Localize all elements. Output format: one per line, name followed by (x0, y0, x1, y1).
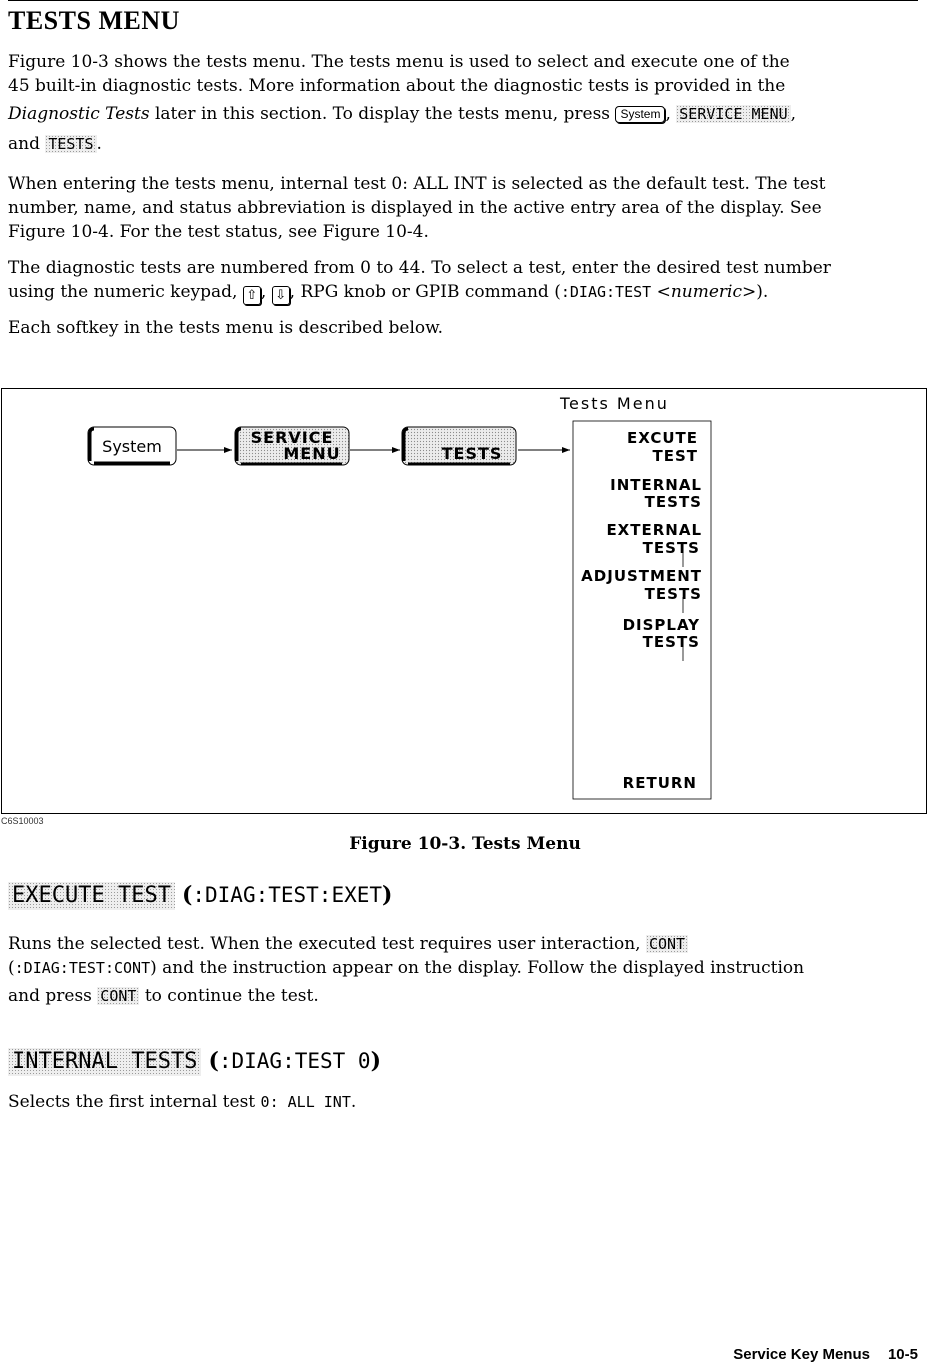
diagnostic-tests-reference: Diagnostic Tests (8, 104, 150, 124)
tests-softkey[interactable]: TESTS (45, 135, 96, 153)
internal-tests-softkey[interactable]: INTERNAL TESTS (8, 1048, 201, 1076)
execute-test-heading: EXECUTE TEST (:DIAG:TEST:EXET) (8, 880, 392, 911)
flow-service-label-line1: SERVICE (250, 428, 334, 447)
internal-test-name: 0: ALL INT (260, 1093, 351, 1111)
arrowhead-icon (562, 447, 570, 453)
menu-item-internal-line1[interactable]: INTERNAL (610, 476, 702, 494)
internal-tests-heading: INTERNAL TESTS (:DIAG:TEST 0) (8, 1046, 381, 1077)
gpib-command: :DIAG:TEST (560, 283, 652, 301)
intro-line: Figure 10-3 shows the tests menu. The tests menu is used to select and execute one of the (8, 52, 790, 72)
tests-menu-diagram (2, 389, 926, 813)
menu-item-internal-line2[interactable]: TESTS (644, 493, 702, 511)
flow-tests-key (402, 427, 516, 465)
intro-paragraph-3: The diagnostic tests are numbered from 0 to 44. To select a test, enter the desired test number using the numeric keypad, ⇧ , ⇩ , RPG knob or GPIB command (:DIAG:TEST <numeric>). (8, 258, 831, 303)
execute-test-description: Runs the selected test. When the executed test requires user interaction, CONT (:DIAG:TEST:CONT) and the instruction appear on the display. Follow the displayed instruction and press CONT to continue the test. (8, 934, 805, 1006)
footer-section: Service Key Menus (733, 1346, 870, 1363)
flow-system-label: System (102, 437, 162, 456)
menu-item-execute-line2[interactable]: TEST (652, 447, 698, 465)
intro-line: and TESTS . (8, 134, 102, 154)
internal-tests-description: Selects the first internal test 0: ALL INT. (8, 1092, 357, 1112)
execute-test-command: :DIAG:TEST:EXET (192, 883, 383, 907)
flow-system-key (88, 427, 176, 465)
menu-item-adjustment-line1[interactable]: ADJUSTMENT (581, 567, 702, 585)
page-footer (733, 1346, 918, 1363)
intro-line: 45 built-in diagnostic tests. More information about the diagnostic tests is provided in the (8, 76, 786, 96)
execute-test-softkey[interactable]: EXECUTE TEST (8, 882, 175, 910)
service-menu-softkey[interactable]: SERVICE MENU (676, 105, 790, 123)
top-rule (8, 0, 918, 1)
menu-item-return[interactable]: RETURN (622, 774, 697, 792)
flow-tests-label: TESTS (441, 444, 503, 463)
internal-tests-command: :DIAG:TEST 0 (218, 1049, 371, 1073)
system-key[interactable]: System (615, 106, 665, 123)
up-arrow-key-icon[interactable]: ⇧ (243, 286, 261, 305)
menu-item-external-line1[interactable]: EXTERNAL (606, 521, 702, 539)
flow-service-menu-key (235, 427, 349, 465)
numeric-argument: <numeric> (656, 282, 757, 302)
intro-line: Diagnostic Tests later in this section. To display the tests menu, press System , SERVICE MENU , (8, 104, 797, 124)
menu-item-adjustment-line2[interactable]: TESTS (644, 585, 702, 603)
down-arrow-key-icon[interactable]: ⇩ (272, 286, 290, 305)
footer-page-number: 10-5 (887, 1346, 918, 1363)
tests-menu-figure (1, 388, 927, 814)
intro-paragraph-2: When entering the tests menu, internal test 0: ALL INT is selected as the default test. The test number, name, and status abbreviation is displayed in the active entry area of the display. See Figure 10-4. For the test status, see Figure 10-4. (8, 174, 826, 242)
menu-item-execute-line1[interactable]: EXCUTE (627, 429, 698, 447)
figure-caption: Figure 10-3. Tests Menu (349, 834, 581, 854)
cont-softkey[interactable]: CONT (97, 987, 139, 1005)
menu-title: Tests Menu (560, 394, 669, 413)
menu-item-external-line2[interactable]: TESTS (642, 539, 700, 557)
cont-command: :DIAG:TEST:CONT (14, 959, 151, 977)
intro-paragraph-1 (8, 50, 918, 156)
menu-item-display-line1[interactable]: DISPLAY (622, 616, 700, 634)
cont-softkey[interactable]: CONT (646, 935, 688, 953)
arrowhead-icon (224, 447, 232, 453)
arrowhead-icon (392, 447, 400, 453)
page-title: TESTS MENU (8, 6, 180, 35)
flow-service-label-line2: MENU (283, 444, 341, 463)
intro-paragraph-4: Each softkey in the tests menu is described below. (8, 318, 444, 338)
menu-item-display-line2[interactable]: TESTS (642, 633, 700, 651)
figure-code: C6S10003 (1, 816, 44, 826)
